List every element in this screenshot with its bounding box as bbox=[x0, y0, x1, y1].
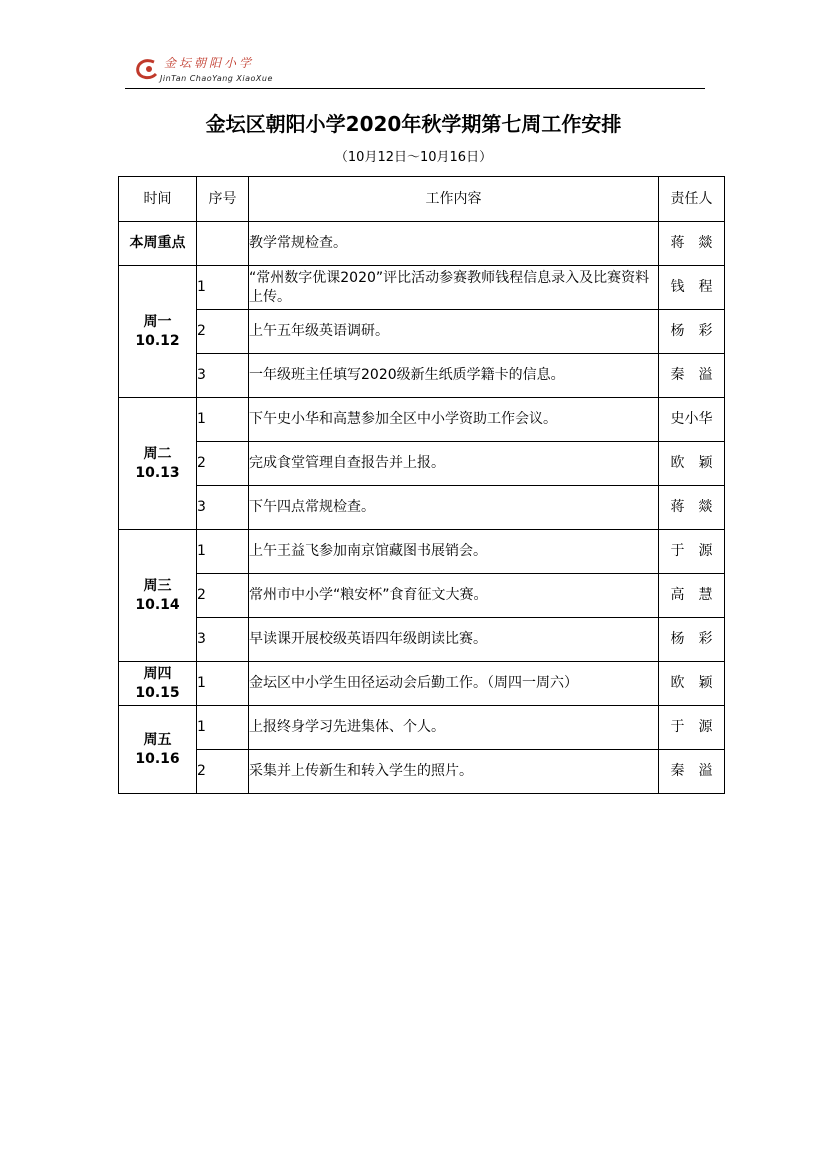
table-row bbox=[119, 750, 725, 794]
column-header-person: 责任人 bbox=[659, 177, 725, 222]
focus-row bbox=[119, 222, 725, 266]
school-logo bbox=[134, 52, 364, 92]
seq-cell: 1 bbox=[197, 662, 249, 706]
content-cell: 上报终身学习先进集体、个人。 bbox=[249, 706, 659, 750]
day-name: 周二 bbox=[143, 445, 172, 462]
content-cell: 上午王益飞参加南京馆藏图书展销会。 bbox=[249, 530, 659, 574]
person-cell: 欧 颖 bbox=[659, 442, 725, 486]
seq-cell: 1 bbox=[197, 266, 249, 310]
schedule-table bbox=[118, 176, 725, 794]
table-row bbox=[119, 530, 725, 574]
content-cell: 下午四点常规检查。 bbox=[249, 486, 659, 530]
content-cell: “常州数字优课2020”评比活动参赛教师钱程信息录入及比赛资料上传。 bbox=[249, 266, 659, 310]
person-cell: 杨 彩 bbox=[659, 310, 725, 354]
day-cell bbox=[119, 662, 197, 706]
seq-cell: 2 bbox=[197, 310, 249, 354]
person-cell: 欧 颖 bbox=[659, 662, 725, 706]
column-header-seq: 序号 bbox=[197, 177, 249, 222]
seq-cell: 2 bbox=[197, 574, 249, 618]
person-cell: 蒋 燚 bbox=[659, 486, 725, 530]
content-cell: 完成食堂管理自查报告并上报。 bbox=[249, 442, 659, 486]
person-cell: 钱 程 bbox=[659, 266, 725, 310]
table-row bbox=[119, 618, 725, 662]
day-cell bbox=[119, 706, 197, 794]
focus-label: 本周重点 bbox=[119, 222, 197, 266]
column-header-time: 时间 bbox=[119, 177, 197, 222]
seq-cell: 2 bbox=[197, 442, 249, 486]
day-date: 10.12 bbox=[135, 332, 180, 349]
seq-cell: 3 bbox=[197, 354, 249, 398]
content-cell: 一年级班主任填写2020级新生纸质学籍卡的信息。 bbox=[249, 354, 659, 398]
seq-cell: 3 bbox=[197, 618, 249, 662]
person-cell: 杨 彩 bbox=[659, 618, 725, 662]
table-row bbox=[119, 442, 725, 486]
table-row bbox=[119, 662, 725, 706]
content-cell: 下午史小华和高慧参加全区中小学资助工作会议。 bbox=[249, 398, 659, 442]
focus-seq bbox=[197, 222, 249, 266]
day-cell bbox=[119, 530, 197, 662]
page-title: 金坛区朝阳小学2020年秋学期第七周工作安排 bbox=[205, 112, 622, 136]
person-cell: 于 源 bbox=[659, 530, 725, 574]
table-row bbox=[119, 706, 725, 750]
seq-cell: 1 bbox=[197, 530, 249, 574]
day-date: 10.13 bbox=[135, 464, 180, 481]
table-row bbox=[119, 354, 725, 398]
date-range: （10月12日～10月16日） bbox=[334, 150, 493, 165]
person-cell: 史小华 bbox=[659, 398, 725, 442]
logo-english-text: JinTan ChaoYang XiaoXue bbox=[160, 74, 273, 83]
person-cell: 高 慧 bbox=[659, 574, 725, 618]
day-date: 10.15 bbox=[135, 684, 180, 701]
seq-cell: 3 bbox=[197, 486, 249, 530]
table-row bbox=[119, 486, 725, 530]
day-name: 周一 bbox=[143, 313, 172, 330]
content-cell: 上午五年级英语调研。 bbox=[249, 310, 659, 354]
content-cell: 金坛区中小学生田径运动会后勤工作。（周四一周六） bbox=[249, 662, 659, 706]
column-header-content: 工作内容 bbox=[249, 177, 659, 222]
seq-cell: 1 bbox=[197, 706, 249, 750]
person-cell: 秦 溢 bbox=[659, 354, 725, 398]
day-name: 周四 bbox=[143, 665, 172, 682]
table-row bbox=[119, 310, 725, 354]
content-cell: 常州市中小学“粮安杯”食育征文大赛。 bbox=[249, 574, 659, 618]
day-date: 10.14 bbox=[135, 596, 180, 613]
person-cell: 秦 溢 bbox=[659, 750, 725, 794]
seq-cell: 2 bbox=[197, 750, 249, 794]
content-cell: 采集并上传新生和转入学生的照片。 bbox=[249, 750, 659, 794]
person-cell: 于 源 bbox=[659, 706, 725, 750]
day-name: 周三 bbox=[143, 577, 172, 594]
table-header-row bbox=[119, 177, 725, 222]
table-row bbox=[119, 398, 725, 442]
day-name: 周五 bbox=[143, 731, 172, 748]
day-cell bbox=[119, 398, 197, 530]
focus-person: 蒋 燚 bbox=[659, 222, 725, 266]
day-date: 10.16 bbox=[135, 750, 180, 767]
header-divider bbox=[125, 88, 705, 89]
focus-content: 教学常规检查。 bbox=[249, 222, 659, 266]
table-row bbox=[119, 266, 725, 310]
school-emblem-icon bbox=[134, 58, 160, 80]
seq-cell: 1 bbox=[197, 398, 249, 442]
content-cell: 早读课开展校级英语四年级朗读比赛。 bbox=[249, 618, 659, 662]
day-cell bbox=[119, 266, 197, 398]
logo-chinese-text: 金坛朝阳小学 bbox=[164, 56, 255, 70]
table-row bbox=[119, 574, 725, 618]
